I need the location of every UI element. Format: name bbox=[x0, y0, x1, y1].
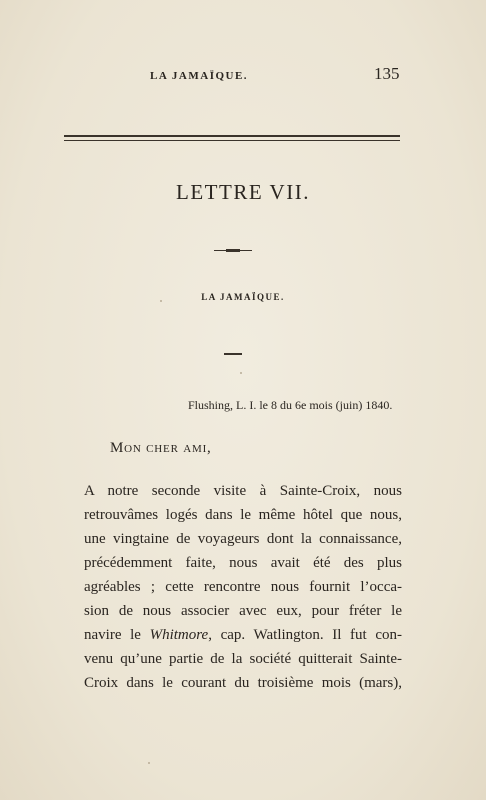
body-line: une vingtaine de voyageurs dont la connaissance, bbox=[84, 531, 402, 547]
body-line: précédemment faite, nous avait été des plus bbox=[84, 555, 402, 571]
body-line: sion de nous associer avec eux, pour fréter le bbox=[84, 603, 402, 619]
body-line: A notre seconde visite à Sainte-Croix, nous bbox=[84, 483, 402, 499]
letter-title: LETTRE VII. bbox=[176, 180, 310, 204]
body-line: venu qu’une partie de la société quitterait Sainte- bbox=[84, 651, 402, 667]
ship-line-suffix: , cap. Watlington. Il fut con- bbox=[208, 627, 402, 643]
ship-line-prefix: navire le bbox=[84, 627, 150, 643]
body-line: agréables ; cette rencontre nous fournit l’occa- bbox=[84, 579, 402, 595]
short-rule bbox=[224, 353, 242, 355]
ship-name: Whitmore bbox=[149, 627, 209, 643]
body-line-ship bbox=[84, 623, 402, 647]
paper-speck bbox=[240, 372, 242, 374]
body-line: retrouvâmes logés dans le même hôtel que nous, bbox=[84, 507, 402, 523]
body-line: Croix dans le courant du troisième mois (mars), bbox=[84, 675, 402, 691]
letter-subtitle: LA JAMAÏQUE. bbox=[201, 292, 285, 302]
running-head: LA JAMAÏQUE. bbox=[150, 70, 249, 82]
page-number: 135 bbox=[374, 64, 400, 83]
header-double-rule bbox=[64, 135, 400, 141]
paper-speck bbox=[148, 762, 150, 764]
letter-body bbox=[84, 479, 402, 695]
ornamental-rule bbox=[214, 249, 252, 252]
dateline: Flushing, L. I. le 8 du 6e mois (juin) 1840. bbox=[188, 398, 393, 412]
paper-speck bbox=[160, 300, 162, 302]
salutation: Mon cher ami, bbox=[110, 440, 212, 456]
